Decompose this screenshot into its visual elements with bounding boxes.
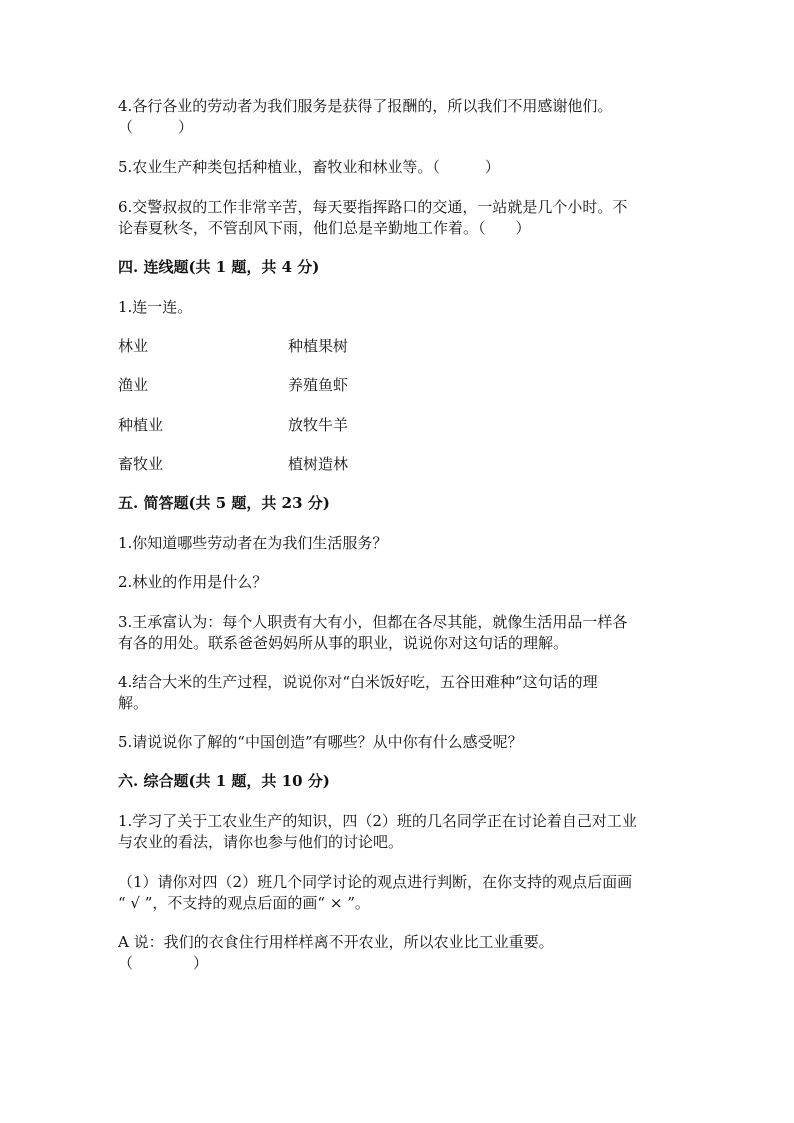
- matching-left-item: 种植业: [118, 416, 164, 434]
- comprehensive-question-1-line-2: 与农业的看法，请你也参与他们的讨论吧。: [118, 833, 404, 851]
- matching-right-item: 放牧牛羊: [288, 416, 349, 434]
- matching-left-item: 畜牧业: [118, 455, 164, 473]
- matching-right-item: 养殖鱼虾: [288, 376, 349, 394]
- student-a-answer-blank: （ ）: [118, 954, 209, 972]
- section-5-heading: 五. 简答题(共 5 题，共 23 分): [118, 494, 330, 512]
- short-answer-question-5: 5.请说说你了解的“中国创造”有哪些？从中你有什么感受呢？: [118, 733, 523, 751]
- question-6-line-1: 6.交警叔叔的工作非常辛苦，每天要指挥路口的交通，一站就是几个小时。不: [118, 198, 628, 216]
- comprehensive-question-1-line-1: 1.学习了关于工农业生产的知识，四（2）班的几名同学正在讨论着自己对工业: [118, 812, 637, 830]
- question-5: 5.农业生产种类包括种植业，畜牧业和林业等。（ ）: [118, 158, 500, 176]
- short-answer-question-4-line-1: 4.结合大米的生产过程，说说你对“白米饭好吃，五谷田难种”这句话的理: [118, 673, 598, 691]
- matching-left-item: 林业: [118, 337, 149, 355]
- matching-right-item: 种植果树: [288, 337, 349, 355]
- question-4-line-1: 4.各行各业的劳动者为我们服务是获得了报酬的，所以我们不用感谢他们。: [118, 97, 613, 115]
- matching-question: 1.连一连。: [118, 298, 193, 316]
- student-a-statement: A 说：我们的衣食住行用样样离不开农业，所以农业比工业重要。: [118, 933, 554, 951]
- sub-question-1-line-1: （1）请你对四（2）班几个同学讨论的观点进行判断，在你支持的观点后面画: [118, 873, 633, 891]
- sub-question-1-line-2: “ √ ”，不支持的观点后面的画“ × ”。: [118, 894, 370, 912]
- section-4-heading: 四. 连线题(共 1 题，共 4 分): [118, 258, 320, 276]
- short-answer-question-1: 1.你知道哪些劳动者在为我们生活服务？: [118, 534, 388, 552]
- short-answer-question-3-line-1: 3.王承富认为：每个人职责有大有小，但都在各尽其能，就像生活用品一样各: [118, 613, 628, 631]
- short-answer-question-4-line-2: 解。: [118, 694, 149, 712]
- section-6-heading: 六. 综合题(共 1 题，共 10 分): [118, 772, 330, 790]
- matching-right-item: 植树造林: [288, 455, 349, 473]
- matching-left-item: 渔业: [118, 376, 149, 394]
- question-4-answer-blank: （ ）: [118, 118, 194, 136]
- short-answer-question-3-line-2: 有各的用处。联系爸爸妈妈所从事的职业，说说你对这句话的理解。: [118, 634, 569, 652]
- question-6-line-2: 论春夏秋冬，不管刮风下雨，他们总是辛勤地工作着。（ ）: [118, 219, 531, 237]
- short-answer-question-2: 2.林业的作用是什么？: [118, 573, 268, 591]
